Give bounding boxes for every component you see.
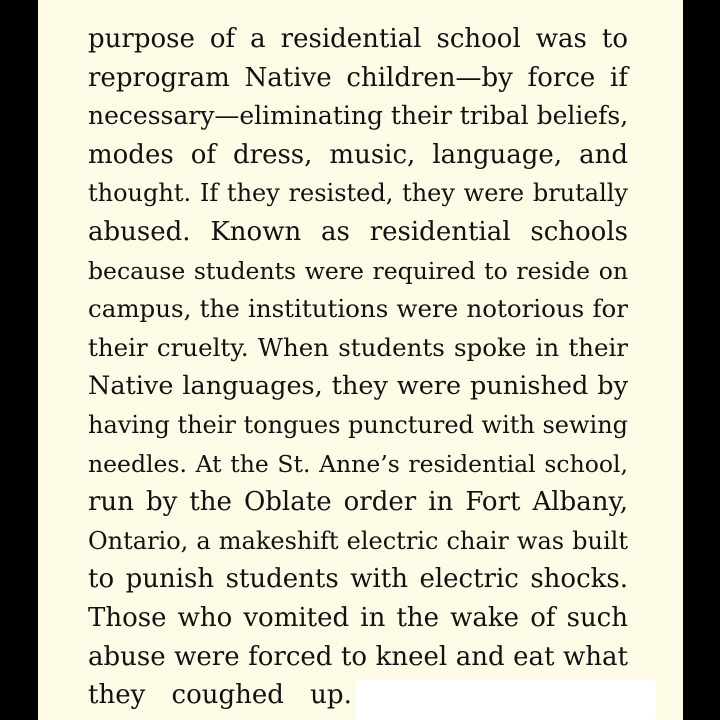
text-line: needles. At the St. Anne’s residential school, — [88, 449, 628, 478]
text-line: thought. If they resisted, they were brutally — [88, 179, 628, 208]
book-page — [38, 0, 683, 720]
text-line: modes of dress, music, language, and — [88, 139, 628, 170]
text-line: having their tongues punctured with sewing — [88, 410, 629, 439]
text-line: Those who vomited in the wake of such — [88, 602, 628, 633]
text-line: to punish students with electric shocks. — [88, 564, 628, 595]
text-line: necessary—eliminating their tribal beliefs, — [88, 101, 629, 131]
text-line: abuse were forced to kneel and eat what — [88, 641, 628, 672]
body-text — [88, 20, 628, 715]
text-line: Ontario, a makeshift electric chair was built — [88, 526, 628, 555]
text-line: reprogram Native children—by force if — [88, 62, 628, 93]
selection-overlay — [356, 680, 656, 720]
text-line: their cruelty. When students spoke in their — [88, 332, 628, 362]
text-line: campus, the institutions were notorious for — [88, 294, 628, 324]
text-line: because students were required to reside on — [88, 256, 628, 285]
text-line-last: they coughed up. — [88, 680, 352, 711]
text-line: run by the Oblate order in Fort Albany, — [88, 487, 628, 518]
text-line: purpose of a residential school was to — [88, 24, 628, 54]
text-line: abused. Known as residential schools — [88, 216, 628, 247]
text-line: Native languages, they were punished by — [88, 371, 628, 402]
